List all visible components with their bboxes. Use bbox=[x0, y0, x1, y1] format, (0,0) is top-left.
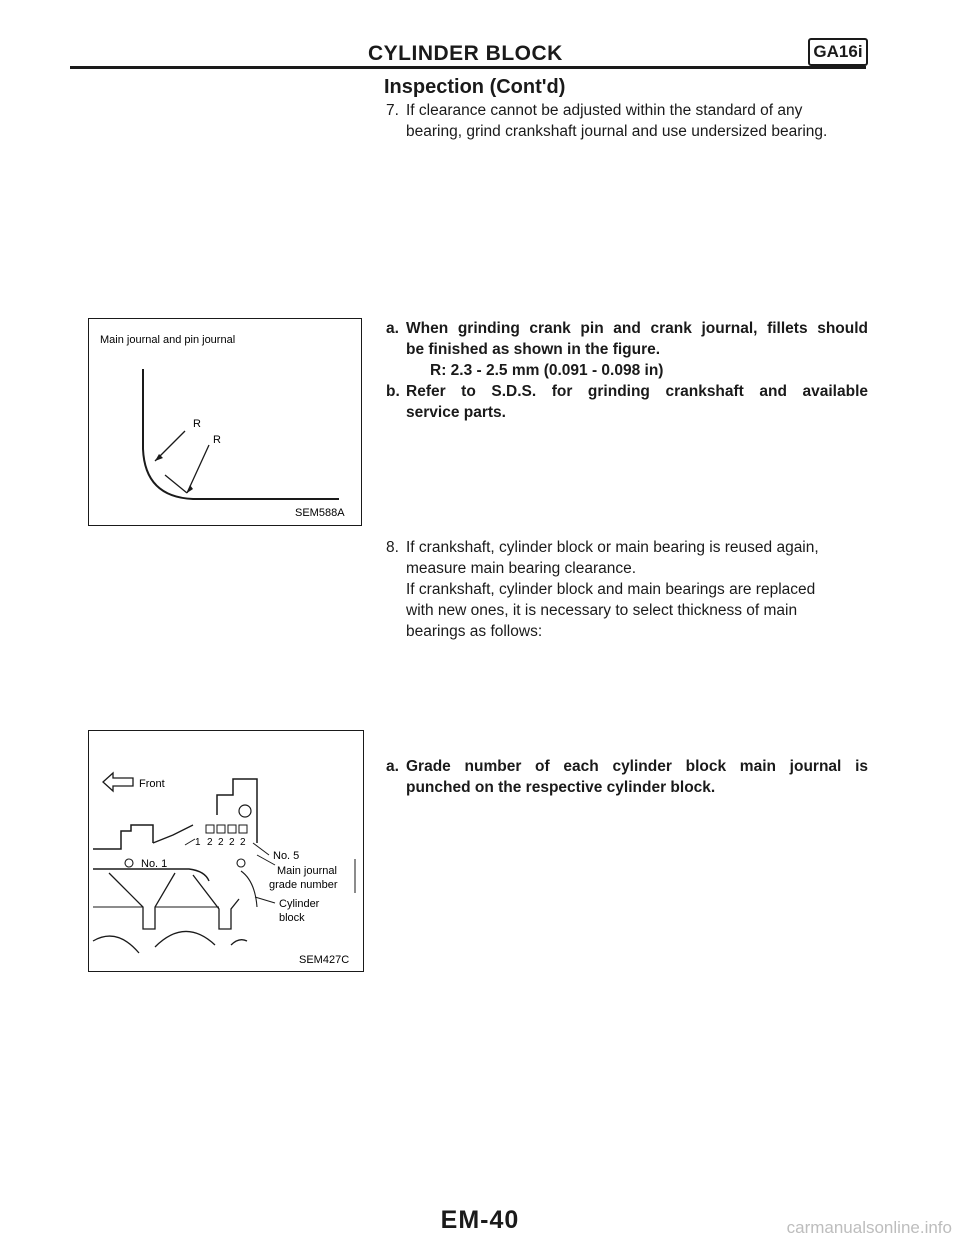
fillet-note bbox=[386, 318, 868, 423]
grade-label-line2: grade number bbox=[269, 879, 338, 891]
fillet-figure bbox=[88, 318, 362, 526]
bulkhead bbox=[193, 875, 239, 929]
step-text: bearings as follows: bbox=[406, 623, 543, 640]
header-rule bbox=[70, 66, 866, 69]
no1-label: No. 1 bbox=[141, 858, 168, 870]
section-title: CYLINDER BLOCK bbox=[368, 42, 563, 65]
figure-title: Main journal and pin journal bbox=[100, 334, 236, 346]
step-7 bbox=[386, 100, 868, 142]
block-label-line1: Cylinder bbox=[279, 898, 320, 910]
front-arrow-icon bbox=[103, 773, 133, 791]
step-8 bbox=[386, 537, 868, 642]
grade-box bbox=[206, 825, 214, 833]
grade-label-line1: Main journal bbox=[277, 865, 337, 877]
bearing-arc bbox=[93, 936, 139, 953]
block-edge bbox=[241, 871, 257, 907]
bore-icon bbox=[239, 805, 251, 817]
block-edge bbox=[153, 825, 193, 843]
leader-line bbox=[185, 839, 195, 845]
engine-code-badge: GA16i bbox=[808, 38, 868, 66]
cylinder-block-figure bbox=[88, 730, 364, 972]
note-text: Grade number of each cylinder block main journal is bbox=[406, 758, 868, 775]
step-number: 8. bbox=[386, 539, 399, 556]
note-text: Refer to S.D.S. for grinding crankshaft and available bbox=[406, 383, 868, 400]
front-label: Front bbox=[139, 778, 165, 790]
grade-digit: 2 bbox=[229, 837, 235, 848]
step-text: with new ones, it is necessary to select thickness of main bbox=[406, 602, 798, 619]
block-label-line2: block bbox=[279, 912, 305, 924]
bearing-arc bbox=[155, 931, 215, 947]
radius-label: R bbox=[193, 418, 201, 430]
arrowhead-icon bbox=[187, 485, 193, 493]
grade-digit: 2 bbox=[240, 837, 246, 848]
fillet-diagram bbox=[89, 319, 361, 525]
figure-code: SEM588A bbox=[295, 507, 345, 519]
grade-digit: 1 bbox=[195, 837, 201, 848]
grade-box bbox=[217, 825, 225, 833]
no5-label: No. 5 bbox=[273, 850, 300, 862]
grade-digit: 2 bbox=[218, 837, 224, 848]
watermark: carmanualsonline.info bbox=[786, 1218, 952, 1237]
page-subheading: Inspection (Cont'd) bbox=[384, 76, 566, 98]
bulkhead bbox=[109, 873, 175, 929]
page-number: EM-40 bbox=[440, 1206, 520, 1234]
note-text: be finished as shown in the figure. bbox=[406, 341, 661, 358]
fillet-radius-spec: R: 2.3 - 2.5 mm (0.091 - 0.098 in) bbox=[430, 362, 664, 379]
note-text: punched on the respective cylinder block. bbox=[406, 779, 716, 796]
note-text: When grinding crank pin and crank journal, fillets should bbox=[406, 320, 868, 337]
step-text: measure main bearing clearance. bbox=[406, 560, 637, 577]
grade-box bbox=[228, 825, 236, 833]
radius-line bbox=[165, 475, 187, 493]
cylinder-block-diagram bbox=[89, 731, 363, 971]
step-number: 7. bbox=[386, 102, 399, 119]
block-bracket bbox=[93, 825, 153, 849]
grade-note bbox=[386, 756, 868, 798]
step-text: If crankshaft, cylinder block or main bearing is reused again, bbox=[406, 539, 819, 556]
note-text: service parts. bbox=[406, 404, 506, 421]
no5-marker-icon bbox=[237, 859, 245, 867]
figure-code: SEM427C bbox=[299, 954, 350, 966]
fillet-profile bbox=[143, 369, 339, 499]
leader-line bbox=[253, 843, 269, 855]
no1-marker-icon bbox=[125, 859, 133, 867]
step-text: bearing, grind crankshaft journal and use undersized bearing. bbox=[406, 123, 828, 140]
note-letter: a. bbox=[386, 320, 399, 337]
note-letter: a. bbox=[386, 758, 399, 775]
note-letter: b. bbox=[386, 383, 400, 400]
grade-box bbox=[239, 825, 247, 833]
leader-line bbox=[255, 897, 275, 903]
radius-label: R bbox=[213, 434, 221, 446]
bearing-arc bbox=[231, 940, 247, 945]
step-text: If crankshaft, cylinder block and main bearings are replaced bbox=[406, 581, 816, 598]
step-text: If clearance cannot be adjusted within the standard of any bbox=[406, 102, 803, 119]
grade-digit: 2 bbox=[207, 837, 213, 848]
